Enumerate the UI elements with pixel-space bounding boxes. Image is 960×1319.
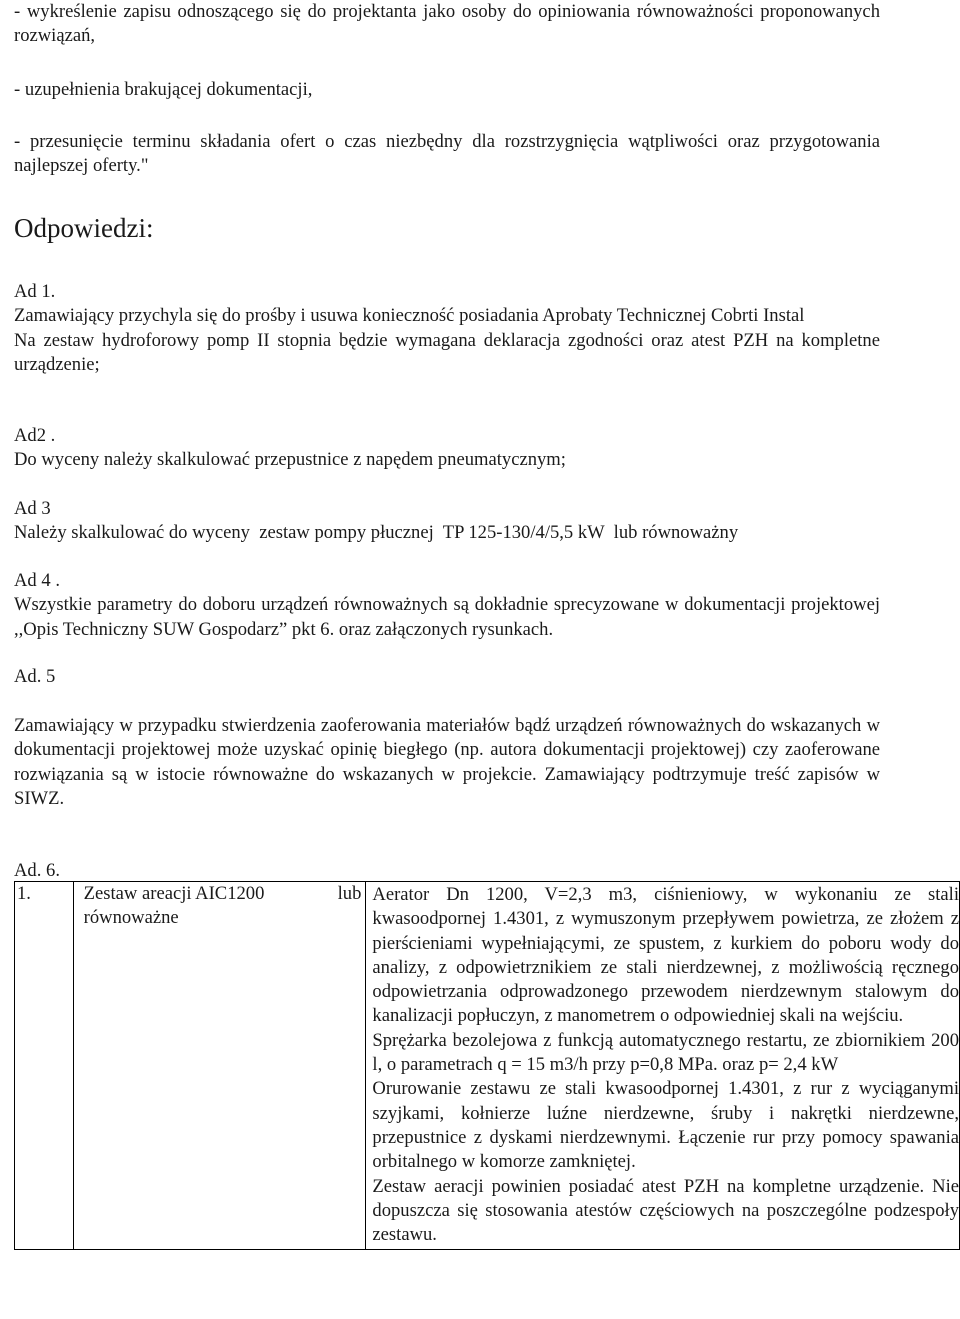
answer-1 (14, 280, 880, 377)
answer-4 (14, 569, 880, 642)
answers-heading: Odpowiedzi: (14, 213, 154, 243)
intro-bullet-2: - uzupełnienia brakującej dokumentacji, (14, 79, 313, 100)
answer-5-label: Ad. 5 (14, 666, 56, 687)
answer-4-paragraph-1: Wszystkie parametry do doboru urządzeń równoważnych są dokładnie sprecyzowane w dokumentacji projektowej ,,Opis Techniczny SUW Gospodarz” pkt 6. oraz załączonych rysunkach. (14, 594, 880, 640)
answer-3 (14, 497, 880, 546)
answer-2-paragraph-1: Do wyceny należy skalkulować przepustnice z napędem pneumatycznym; (14, 449, 566, 471)
answer-1-label: Ad 1. (14, 281, 56, 302)
item-suffix: lub (337, 883, 362, 904)
answer-5-paragraph-1: Zamawiający w przypadku stwierdzenia zaoferowania materiałów bądź urządzeń równoważnych do wskazanych w dokumentacji projektowej może uzyskać opinię biegłego (np. autora dokumentacji projektowej) czy zaoferowane rozwiązania są w istocie równoważne do wskazanych w projekcie. Zamawiający podtrzymuje treść zapisów w SIWZ. (14, 715, 880, 809)
description-cell (366, 882, 960, 1250)
item-name: Zestaw areacji AIC1200 równoważne (83, 883, 265, 929)
row-number: 1. (15, 882, 74, 1250)
description-paragraph-compressor: Sprężarka bezolejowa z funkcją automatycznego restartu, ze zbiornikiem 200 l, o parametrach q = 15 m3/h przy p=0,8 MPa. oraz p= 2,4 kW (372, 1029, 959, 1076)
answer-1-paragraph-1: Zamawiający przychyla się do prośby i usuwa konieczność posiadania Aprobaty Technicznej Cobrti Instal (14, 305, 805, 327)
intro-bullet-1: - wykreślenie zapisu odnoszącego się do projektanta jako osoby do opiniowania równoważności proponowanych rozwiązań, (14, 1, 880, 47)
intro-bullet-3: - przesunięcie terminu składania ofert o czas niezbędny dla rozstrzygnięcia wątpliwości oraz przygotowania najlepszej oferty." (14, 131, 880, 177)
table-row (15, 882, 960, 1250)
description-paragraph-aerator: Aerator Dn 1200, V=2,3 m3, ciśnieniowy, w wykonaniu ze stali kwasoodpornej 1.4301, z wymuszonym przepływem powietrza, ze złożem z pierścieniami wypełniającymi, ze spustem, z kurkiem do poboru wody do analizy, z odpowietrznikiem ze stali nierdzewnej, z możliwością ręcznego odpowietrzania odprowadzonego przewodem nierdzewnym stalowym do kanalizacji popłuczyn, z manometrem o odpowiedniej skali na wejściu. (372, 884, 959, 1027)
specification-table (14, 881, 960, 1250)
answer-4-label: Ad 4 . (14, 570, 60, 591)
description-paragraph-piping: Orurowanie zestawu ze stali kwasoodpornej 1.4301, z rur z wyciąganymi szyjkami, kołnierze luźne nierdzewne, śruby i nakrętki nierdzewne, przepustnice z dyskami nierdzewnymi. Łączenie rur przy pomocy spawania orbitalnego w komorze zamkniętej. (372, 1078, 959, 1173)
description-paragraph-certificate: Zestaw aeracji powinien posiadać atest PZH na kompletne urządzenie. Nie dopuszcza się stosowania atestów częściowych na poszczególne podzespoły zestawu. (372, 1175, 959, 1246)
answer-1-paragraph-2: Na zestaw hydroforowy pomp II stopnia będzie wymagana deklaracja zgodności oraz atest PZH na kompletne urządzenie; (14, 329, 880, 375)
answer-3-label: Ad 3 (14, 498, 51, 519)
item-cell (73, 882, 366, 1250)
answer-2-label: Ad2 . (14, 425, 56, 446)
answer-3-paragraph-1: Należy skalkulować do wyceny zestaw pompy płucznej TP 125-130/4/5,5 kW lub równoważny (14, 522, 739, 544)
answer-2 (14, 424, 880, 473)
answer-6-label: Ad. 6. (14, 860, 60, 881)
